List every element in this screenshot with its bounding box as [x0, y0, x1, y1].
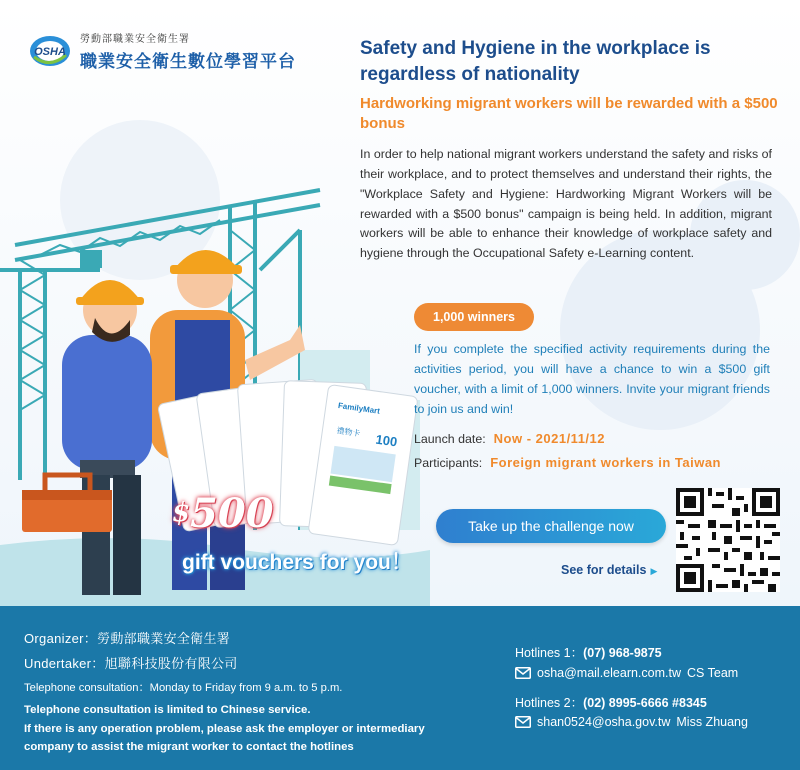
card-label: 禮物卡: [335, 426, 361, 439]
hotline-2-number[interactable]: (02) 8995-6666 #8345: [583, 696, 707, 710]
email-1-row: [515, 666, 738, 680]
launch-date-row: [414, 431, 605, 446]
logo-subtitle: 勞動部職業安全衛生署: [80, 34, 190, 45]
winners-badge: 1,000 winners: [414, 303, 534, 331]
see-details-label: See for details: [561, 563, 647, 577]
email-2-team: Miss Zhuang: [676, 715, 748, 729]
mail-icon: [515, 716, 531, 728]
phone-consult-text: Telephone consultation：Monday to Friday from 9 a.m. to 5 p.m.: [24, 682, 343, 694]
card-brand: FamilyMart: [337, 400, 381, 416]
chinese-only-text: Telephone consultation is limited to Chinese service.: [24, 704, 311, 716]
qr-code-icon[interactable]: [676, 488, 780, 592]
hotline-1: [515, 643, 662, 661]
email-2-row: [515, 715, 748, 729]
logo-title: 職業安全衛生數位學習平台: [80, 52, 296, 71]
gift-voucher-line: gift vouchers for you！: [182, 551, 412, 574]
participants-row: [414, 455, 721, 470]
footer: [0, 606, 800, 770]
site-logo[interactable]: [28, 30, 296, 72]
bonus-amount: [172, 490, 274, 537]
participants-label: Participants:: [414, 456, 483, 470]
intro-paragraph: In order to help national migrant workers understand the safety and risks of their workplace, and to protect themselves and understand their rights, the "Workplace Safety and Hygiene: Hardworking Migrant Workers will be rewarded with a $500 bonus" campaign is being held. In addition, migrant workers will be able to enhance their knowledge of workplace safety and hygiene through the Occupational Safety e-Learning content.: [360, 147, 772, 261]
page-title: Safety and Hygiene in the workplace is regardless of nationality: [360, 38, 711, 85]
card-value: 100: [374, 431, 399, 450]
organizer-text: Organizer：勞動部職業安全衛生署: [24, 631, 231, 646]
activity-description: If you complete the specified activity requirements during the activities period, you will have a chance to win a $500 gift voucher, with a limit of 1,000 winners. Invite your migrant friends to join us and win!: [414, 342, 770, 416]
logo-mark-text: OSHA: [34, 46, 66, 58]
hotline-2: [515, 693, 707, 711]
take-challenge-button[interactable]: Take up the challenge now: [436, 509, 666, 543]
osha-logo-icon: [28, 33, 72, 69]
see-details-link[interactable]: [561, 563, 657, 577]
hotline-1-number[interactable]: (07) 968-9875: [583, 646, 662, 660]
email-1-address[interactable]: osha@mail.elearn.com.tw: [537, 666, 681, 680]
participants-value: Foreign migrant workers in Taiwan: [490, 455, 721, 470]
arrow-right-icon: ▶: [650, 566, 658, 576]
crane-counterweight: [80, 250, 102, 268]
undertaker-text: Undertaker：旭聯科技股份有限公司: [24, 656, 238, 671]
mail-icon: [515, 667, 531, 679]
page-subtitle: Hardworking migrant workers will be rewarded with a $500 bonus: [360, 95, 778, 133]
email-2-address[interactable]: shan0524@osha.gov.tw: [537, 715, 671, 729]
launch-date-label: Launch date:: [414, 432, 486, 446]
hotline-2-label: Hotlines 2：: [515, 696, 584, 710]
bonus-currency: $: [172, 498, 191, 528]
bonus-number: 500: [190, 490, 274, 537]
launch-date-value: Now - 2021/11/12: [493, 431, 605, 446]
hotline-1-label: Hotlines 1：: [515, 646, 584, 660]
operation-problem-text: If there is any operation problem, please ask the employer or intermediary company to assist the migrant worker to contact the hotlines: [24, 723, 425, 753]
email-1-team: CS Team: [687, 666, 739, 680]
